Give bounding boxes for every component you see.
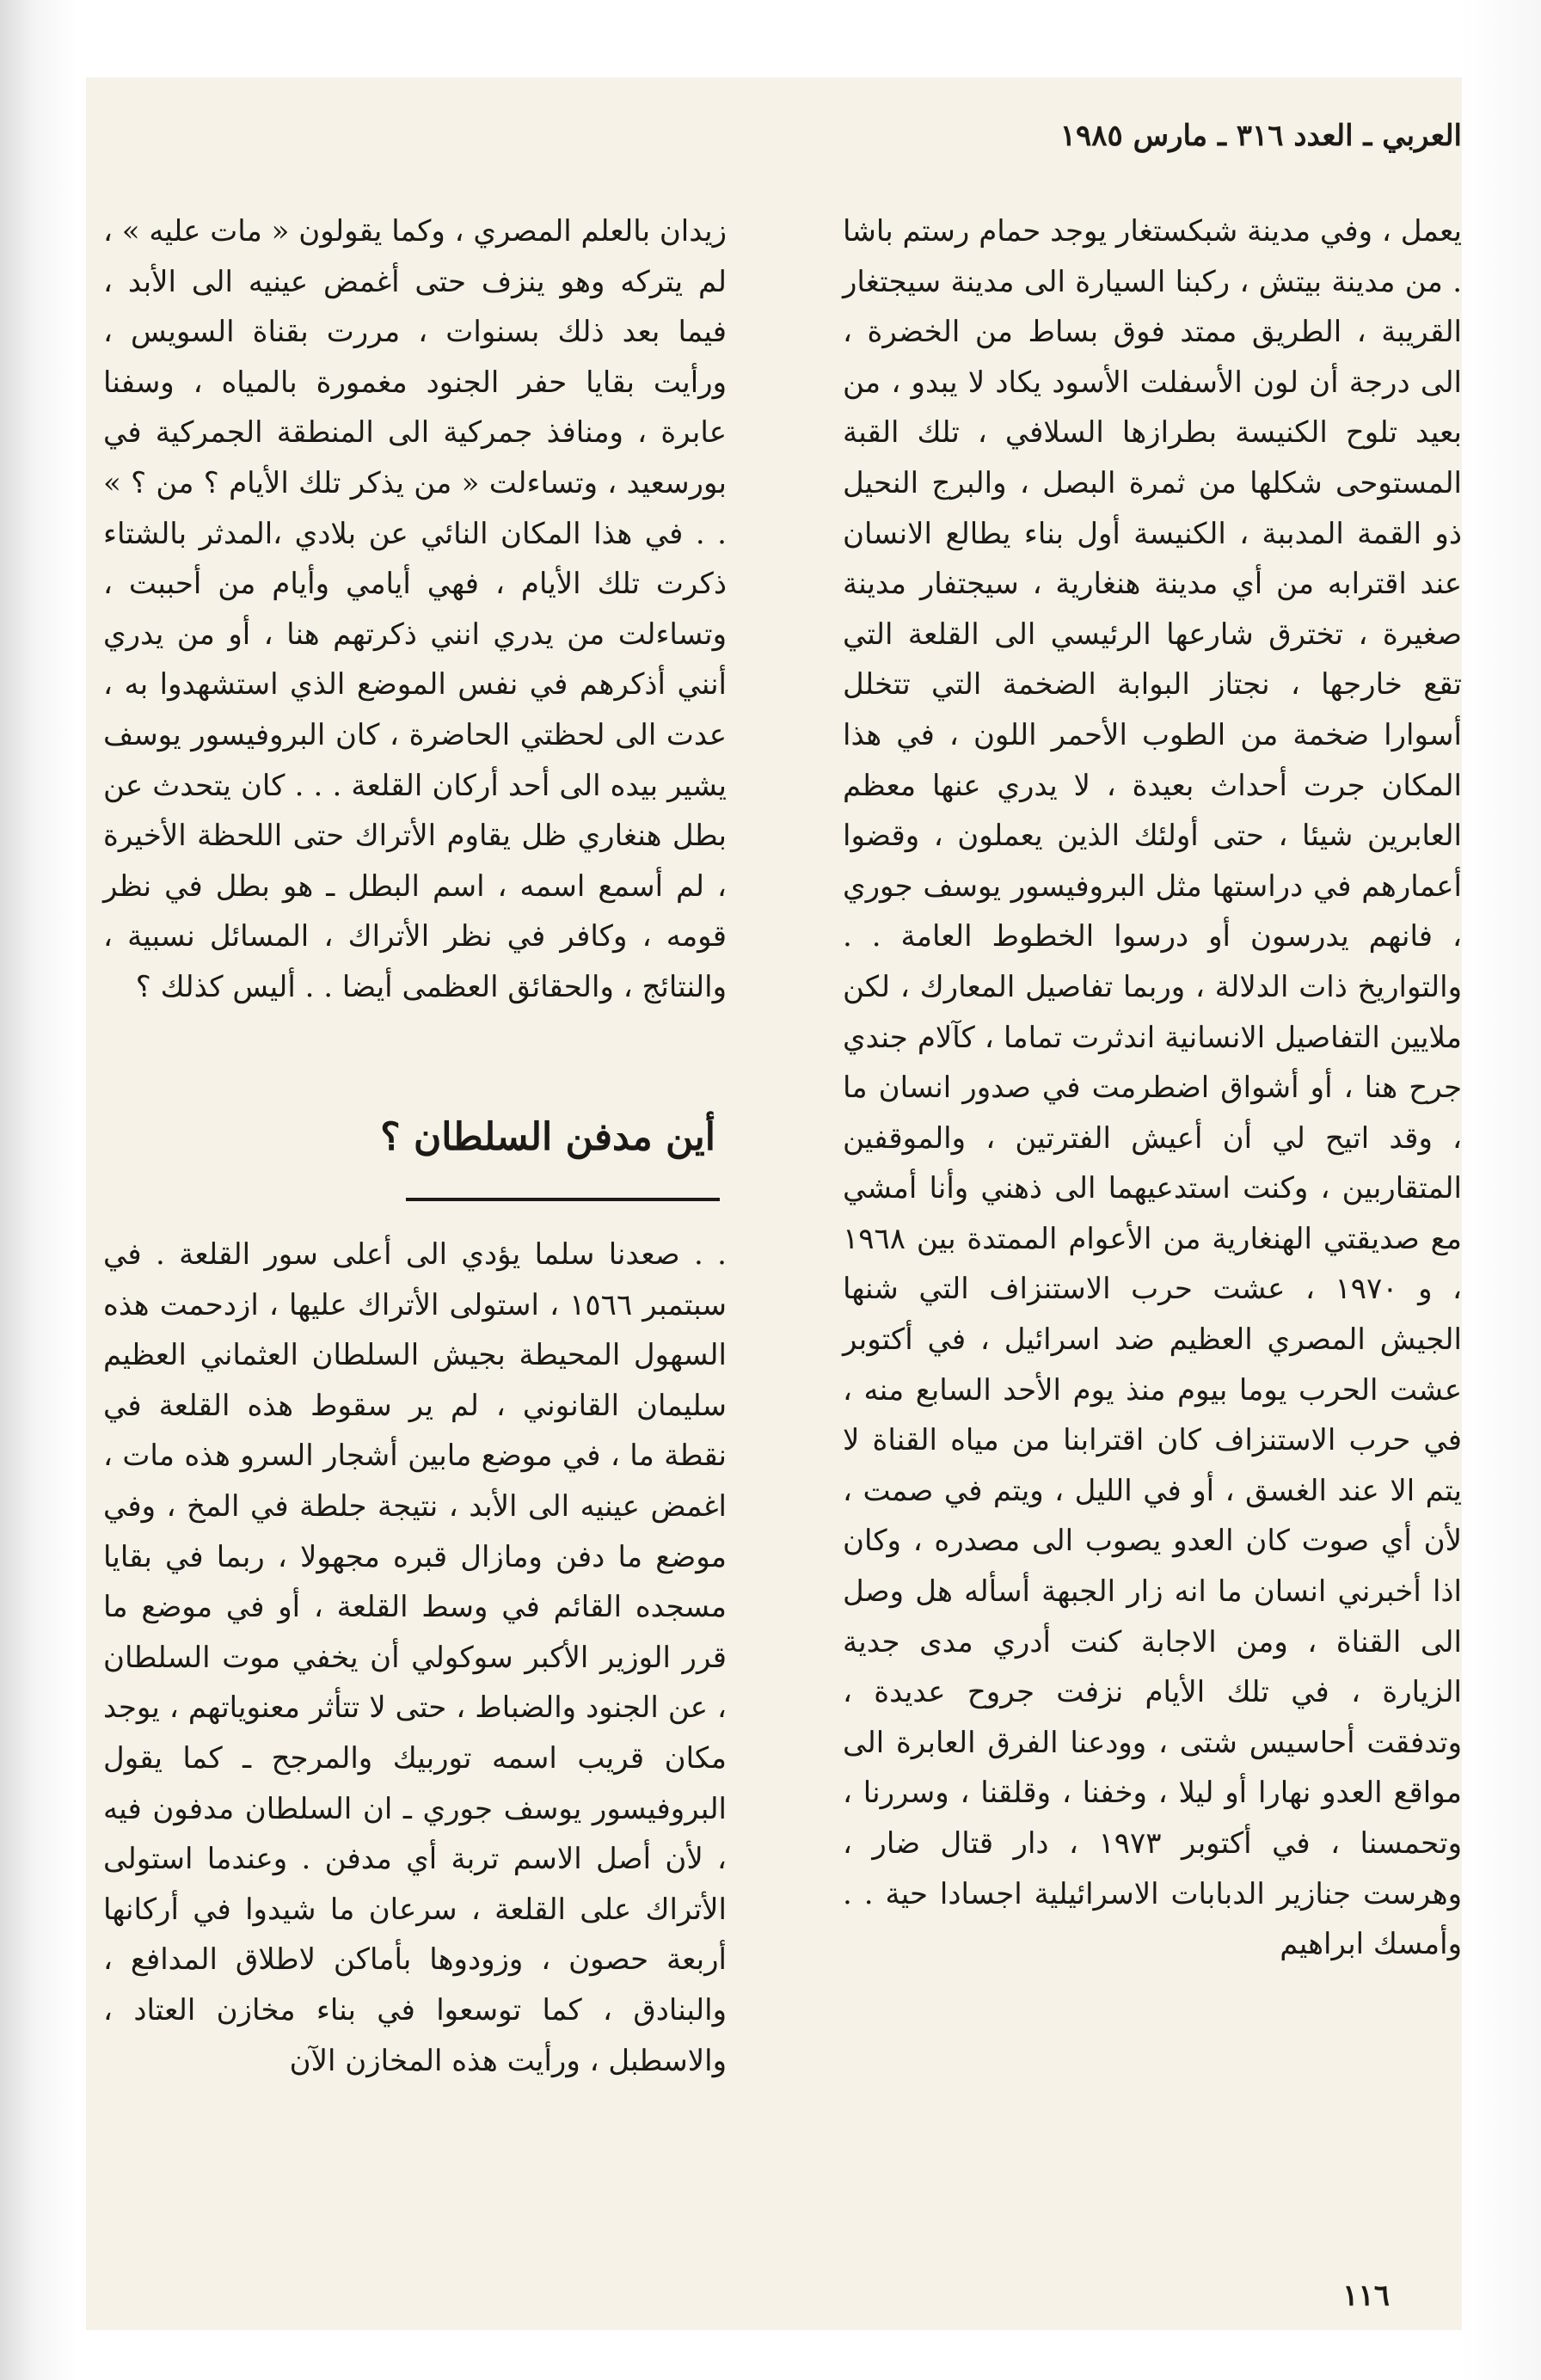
left-column-text-top: زيدان بالعلم المصري ، وكما يقولون « مات عليه » ، لم يتركه وهو ينزف حتى أغمض عينيه الى الأبد ، فيما بعد ذلك بسنوات ، مررت بقناة السويس ، ورأيت بقايا حفر الجنود مغمورة بالمياه ، وسفنا عابرة ، ومنافذ جمركية الى المنطقة الجمركية في بورسعيد ، وتساءلت « من يذكر تلك الأيام ؟ من ؟ » . . في هذا المكان النائي عن بلادي ،المدثر بالشتاء ذكرت تلك الأيام ، فهي أيامي وأيام من أحببت ، وتساءلت من يدري انني ذكرتهم هنا ، أو من يدري أنني أذكرهم في نفس الموضع الذي استشهدوا به ، عدت الى لحظتي الحاضرة ، كان البروفيسور يوسف يشير بيده الى أحد أركان القلعة . . . كان يتحدث عن بطل هنغاري ظل يقاوم الأتراك حتى اللحظة الأخيرة ، لم أسمع اسمه ، اسم البطل ـ هو بطل في نظر قومه ، وكافر في نظر الأتراك ، المسائل نسبية ، والنتائج ، والحقائق العظمى أيضا . . أليس كذلك ؟ bbox=[103, 214, 727, 1004]
right-column bbox=[843, 206, 1462, 1970]
section-heading: أين مدفن السلطان ؟ bbox=[380, 1115, 715, 1159]
page-number: ١١٦ bbox=[1342, 2279, 1390, 2313]
heading-rule bbox=[406, 1198, 720, 1201]
running-head: العربي ـ العدد ٣١٦ ـ مارس ١٩٨٥ bbox=[1059, 119, 1462, 153]
left-column-top bbox=[103, 206, 727, 1013]
left-column-text-bottom: . . صعدنا سلما يؤدي الى أعلى سور القلعة . في سبتمبر ١٥٦٦ ، استولى الأتراك عليها ، ازدحمت هذه السهول المحيطة بجيش السلطان العثماني العظيم سليمان القانوني ، لم ير سقوط هذه القلعة في نقطة ما ، في موضع مابين أشجار السرو هذه مات ، اغمض عينيه الى الأبد ، نتيجة جلطة في المخ ، وفي موضع ما دفن ومازال قبره مجهولا ، ربما في بقايا مسجده القائم في وسط القلعة ، أو في موضع ما قرر الوزير الأكبر سوكولي أن يخفي موت السلطان ، عن الجنود والضباط ، حتى لا تتأثر معنوياتهم ، يوجد مكان قريب اسمه توربيك والمرجح ـ كما يقول البروفيسور يوسف جوري ـ ان السلطان مدفون فيه ، لأن أصل الاسم تربة أي مدفن . وعندما استولى الأتراك على القلعة ، سرعان ما شيدوا في أركانها أربعة حصون ، وزودوها بأماكن لاطلاق المدافع ، والبنادق ، كما توسعوا في بناء مخازن العتاد ، والاسطبل ، ورأيت هذه المخازن الآن bbox=[103, 1237, 727, 2078]
right-column-text: يعمل ، وفي مدينة شبكستغار يوجد حمام رستم باشا . من مدينة بيتش ، ركبنا السيارة الى مدينة سيجتغار القريبة ، الطريق ممتد فوق بساط من الخضرة ، الى درجة أن لون الأسفلت الأسود يكاد لا يبدو ، من بعيد تلوح الكنيسة بطرازها السلافي ، تلك القبة المستوحى شكلها من ثمرة البصل ، والبرج النحيل ذو القمة المدببة ، الكنيسة أول بناء يطالع الانسان عند اقترابه من أي مدينة هنغارية ، سيجتفار مدينة صغيرة ، تخترق شارعها الرئيسي الى القلعة التي تقع خارجها ، نجتاز البوابة الضخمة التي تتخلل أسوارا ضخمة من الطوب الأحمر اللون ، في هذا المكان جرت أحداث بعيدة ، لا يدري عنها معظم العابرين شيئا ، حتى أولئك الذين يعملون ، وقضوا أعمارهم في دراستها مثل البروفيسور يوسف جوري ، فانهم يدرسون أو درسوا الخطوط العامة . . والتواريخ ذات الدلالة ، وربما تفاصيل المعارك ، لكن ملايين التفاصيل الانسانية اندثرت تماما ، كآلام جندي جرح هنا ، أو أشواق اضطرمت في صدور انسان ما ، وقد اتيح لي أن أعيش الفترتين ، والموقفين المتقاربين ، وكنت استدعيهما الى ذهني وأنا أمشي مع صديقتي الهنغارية من الأعوام الممتدة بين ١٩٦٨ ، و ١٩٧٠ ، عشت حرب الاستنزاف التي شنها الجيش المصري العظيم ضد اسرائيل ، في أكتوبر عشت الحرب يوما بيوم منذ يوم الأحد السابع منه ، في حرب الاستنزاف كان اقترابنا من مياه القناة لا يتم الا عند الغسق ، أو في الليل ، ويتم في صمت ، لأن أي صوت كان العدو يصوب الى مصدره ، وكان اذا أخبرني انسان ما انه زار الجبهة أسأله هل وصل الى القناة ، ومن الاجابة كنت أدري مدى جدية الزيارة ، في تلك الأيام نزفت جروح عديدة ، وتدفقت أحاسيس شتى ، وودعنا الفرق العابرة الى مواقع العدو نهارا أو ليلا ، وخفنا ، وقلقنا ، وسررنا ، وتحمسنا ، في أكتوبر ١٩٧٣ ، دار قتال ضار ، وهرست جنازير الدبابات الاسرائيلية اجسادا حية . . وأمسك ابراهيم bbox=[843, 214, 1462, 1962]
left-column-bottom bbox=[103, 1230, 727, 2086]
